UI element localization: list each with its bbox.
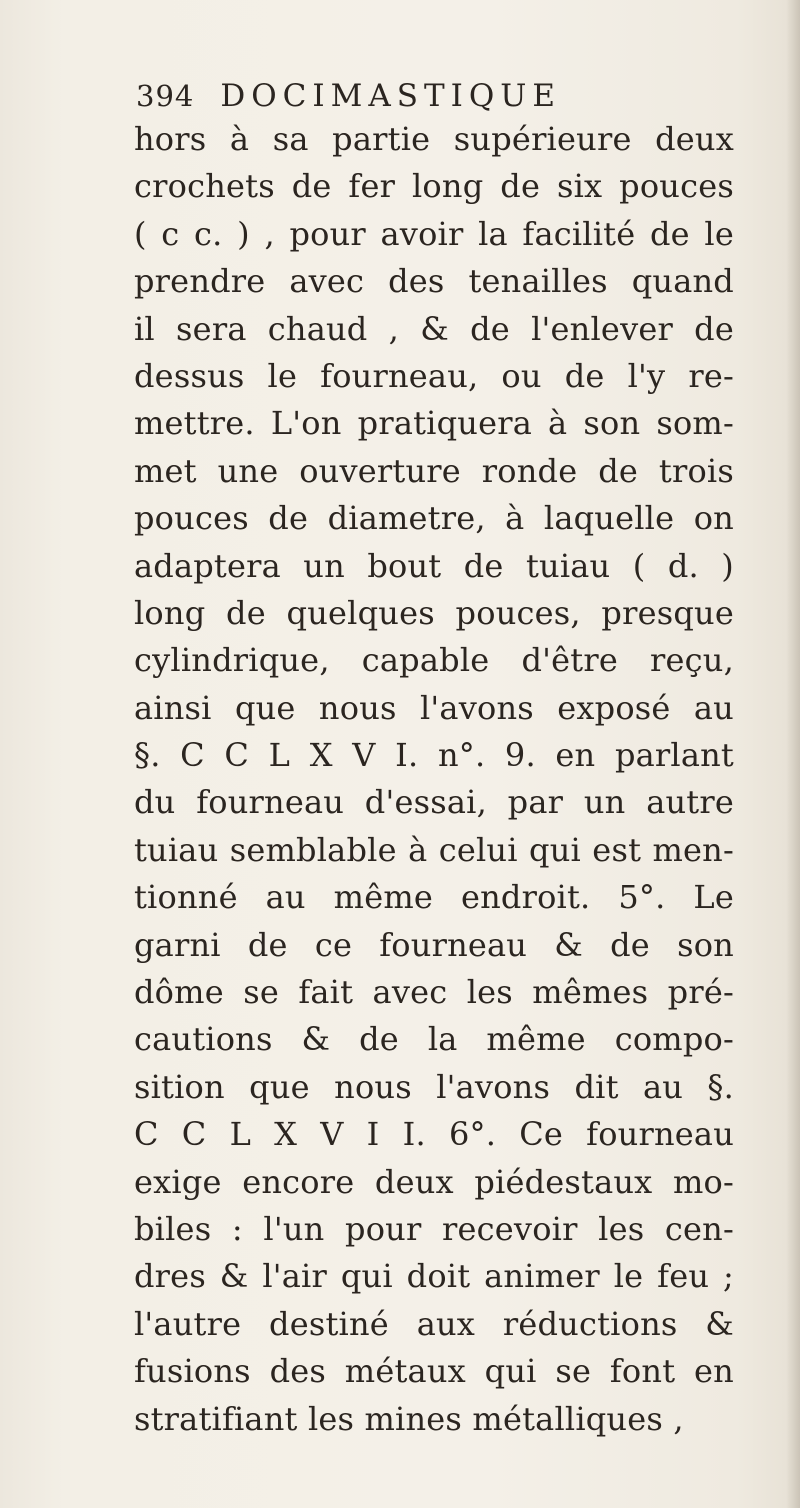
- text-line: dôme se fait avec les mêmes pré-: [134, 973, 734, 1012]
- text-line: tionné au même endroit. 5°. Le: [134, 878, 734, 917]
- text-line: exige encore deux piédestaux mo-: [134, 1162, 734, 1201]
- text-line: pouces de diametre, à laquelle on: [134, 499, 734, 538]
- text-line: mettre. L'on pratiquera à son som-: [134, 404, 734, 443]
- running-head: DOCIMASTIQUE: [220, 78, 562, 114]
- body-text: [134, 116, 734, 1443]
- page-edge-shadow: [786, 0, 800, 1508]
- text-line: ainsi que nous l'avons exposé au: [134, 688, 734, 727]
- text-line: prendre avec des tenailles quand: [134, 262, 734, 301]
- text-line: il sera chaud , & de l'enlever de: [134, 309, 734, 348]
- text-line: cylindrique, capable d'être reçu,: [134, 641, 734, 680]
- text-line: dres & l'air qui doit animer le feu ;: [134, 1257, 734, 1296]
- text-line: garni de ce fourneau & de son: [134, 925, 734, 964]
- text-line: biles : l'un pour recevoir les cen-: [134, 1209, 734, 1248]
- text-line: cautions & de la même compo-: [134, 1020, 734, 1059]
- text-line: dessus le fourneau, ou de l'y re-: [134, 356, 734, 395]
- text-line: fusions des métaux qui se font en: [134, 1352, 734, 1391]
- text-line: C C L X V I I. 6°. Ce fourneau: [134, 1115, 734, 1154]
- text-line: stratifiant les mines métalliques ,: [134, 1399, 684, 1438]
- text-line: sition que nous l'avons dit au §.: [134, 1067, 734, 1106]
- text-line: ( c c. ) , pour avoir la facilité de le: [134, 214, 734, 253]
- text-line: §. C C L X V I. n°. 9. en parlant: [134, 736, 734, 775]
- text-line: adaptera un bout de tuiau ( d. ): [134, 546, 734, 585]
- text-line: hors à sa partie supérieure deux: [134, 120, 734, 158]
- page-number: 394: [136, 79, 195, 113]
- text-line: tuiau semblable à celui qui est men-: [134, 830, 734, 869]
- text-line: l'autre destiné aux réductions &: [134, 1304, 734, 1343]
- text-line: du fourneau d'essai, par un autre: [134, 783, 734, 822]
- text-line: long de quelques pouces, presque: [134, 593, 734, 632]
- text-line: crochets de fer long de six pouces: [134, 167, 734, 206]
- text-line: met une ouverture ronde de trois: [134, 451, 734, 490]
